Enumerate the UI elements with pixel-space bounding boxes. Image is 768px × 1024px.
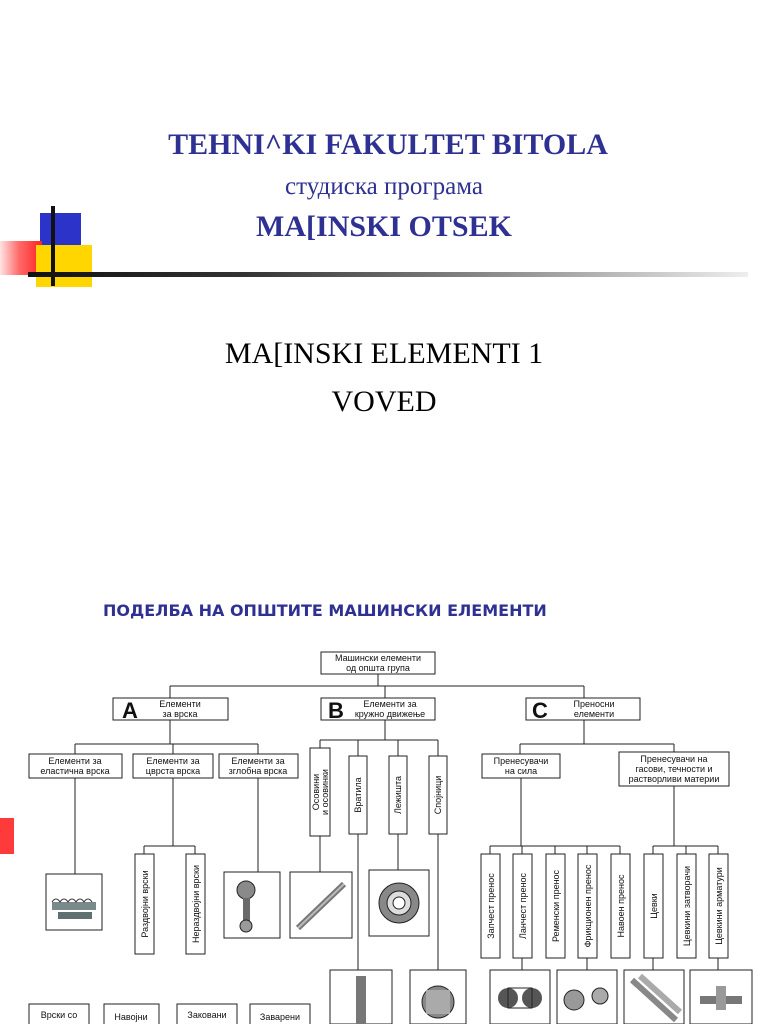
c-sub-fluids-1: Пренесувачи на bbox=[640, 754, 708, 764]
section-title: VOVED bbox=[331, 385, 437, 418]
group-a-label-2: за врска bbox=[162, 709, 198, 719]
group-a-label-1: Елементи bbox=[159, 699, 201, 709]
c2-valves-label: Цевкини затворачи bbox=[682, 865, 692, 947]
c1-gear-label: Запчест пренос bbox=[486, 873, 496, 939]
a-sub-elastic-2: еластична врска bbox=[40, 766, 110, 776]
department-title: MA[INSKI OTSEK bbox=[256, 210, 512, 243]
group-b-label-1: Елементи за bbox=[363, 699, 417, 709]
group-b-label-2: кружно движење bbox=[354, 709, 426, 719]
c-sub-force-2: на сила bbox=[504, 766, 538, 776]
b-sub-couplings-1: Спојници bbox=[433, 775, 443, 815]
bottom-label-1: Врски со bbox=[40, 1010, 78, 1020]
decor-horizontal-line bbox=[28, 272, 748, 277]
a-sub-rigid-1: Елементи за bbox=[146, 756, 200, 766]
b-sub-bearings-1: Лежишта bbox=[393, 775, 403, 815]
c-sub-force-1: Пренесувачи bbox=[493, 756, 549, 766]
springs-image bbox=[52, 899, 96, 919]
c1-chain-label: Ланчест пренос bbox=[518, 872, 528, 940]
classification-diagram bbox=[0, 640, 768, 1024]
diagram-title: ПОДЕЛБА НА ОПШТИТЕ МАШИНСКИ ЕЛЕМЕНТИ bbox=[103, 601, 547, 620]
c1-belt-label: Ременски пренос bbox=[551, 869, 561, 943]
faculty-title: TEHNI^KI FAKULTET BITOLA bbox=[168, 128, 608, 161]
c1-friction-label: Фрикционен пренос bbox=[583, 864, 593, 948]
a-sub-elastic-1: Елементи за bbox=[48, 756, 102, 766]
group-b-letter: B bbox=[328, 698, 344, 723]
b-sub-axles-2: и осовинки bbox=[320, 769, 330, 815]
b-sub-axles-1: Осовини bbox=[311, 773, 321, 811]
root-label-2: од општа група bbox=[346, 663, 410, 673]
a-sub-joint-1: Елементи за bbox=[231, 756, 285, 766]
c-sub-fluids-3: растворливи материи bbox=[628, 774, 720, 784]
c2-fittings-label: Цевкини арматури bbox=[714, 867, 724, 945]
group-c-label-1: Преносни bbox=[573, 699, 615, 709]
bearing-image bbox=[379, 883, 419, 923]
group-c-label-2: елементи bbox=[573, 709, 615, 719]
c2-pipes-label: Цевки bbox=[649, 893, 659, 919]
b-sub-shafts-1: Вратила bbox=[353, 777, 363, 813]
a-sub-joint-2: зглобна врска bbox=[228, 766, 288, 776]
a-sub-rigid-2: цврста врска bbox=[145, 766, 201, 776]
a2-permanent-label: Нераздвојни врски bbox=[191, 864, 201, 944]
bottom-label-4: Заварени bbox=[259, 1012, 301, 1022]
program-label: студиска програма bbox=[285, 173, 483, 200]
group-a-letter: A bbox=[122, 698, 138, 723]
a2-detachable-label: Раздвојни врски bbox=[140, 870, 150, 938]
root-label-1: Машински елементи bbox=[334, 653, 422, 663]
bottom-label-2: Навојни bbox=[114, 1012, 148, 1022]
group-c-letter: C bbox=[532, 698, 548, 723]
decor-square-yellow bbox=[36, 245, 92, 287]
c1-screw-label: Навоен пренос bbox=[616, 874, 626, 938]
bottom-label-3: Заковани bbox=[187, 1010, 227, 1020]
course-title: MA[INSKI ELEMENTI 1 bbox=[224, 337, 544, 370]
spline-shaft-image bbox=[356, 976, 366, 1024]
c-sub-fluids-2: гасови, течности и bbox=[635, 764, 713, 774]
coupling-image bbox=[422, 986, 454, 1018]
